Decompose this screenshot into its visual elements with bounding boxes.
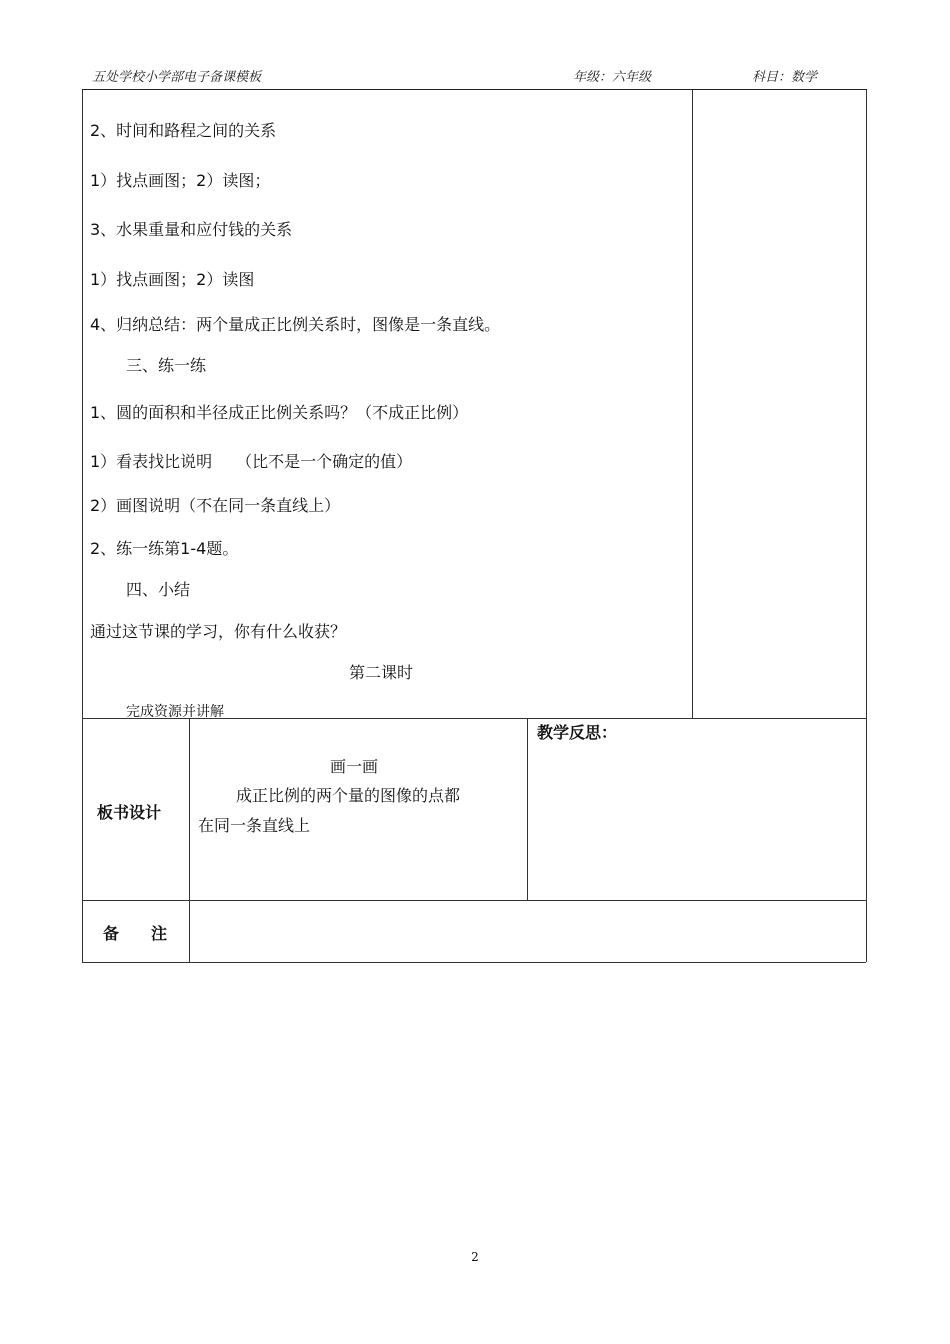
lesson-line: 2、时间和路程之间的关系 [90, 121, 277, 140]
section-heading: 四、小结 [126, 580, 191, 599]
lesson-line: 1）看表找比说明 （比不是一个确定的值） [90, 452, 413, 471]
lesson-line: 3、水果重量和应付钱的关系 [90, 220, 293, 239]
header-rule [82, 89, 867, 90]
reflection-label: 教学反思： [537, 723, 618, 742]
board-label-border [189, 718, 190, 962]
lesson-line: 1）找点画图；2）读图 [90, 270, 255, 289]
table-bottom-border [82, 962, 866, 963]
section-heading: 三、练一练 [126, 356, 207, 375]
board-content: 成正比例的两个量的图像的点都 [236, 786, 461, 805]
header-school: 五处学校小学部电子备课模板 [92, 70, 262, 85]
page-number: 2 [471, 1250, 479, 1264]
header-subject: 科目：数学 [752, 70, 818, 85]
lesson-line: 完成资源并讲解 [126, 704, 224, 720]
lesson-side-column-border [692, 90, 693, 718]
board-content: 在同一条直线上 [198, 816, 311, 835]
table-left-border [82, 90, 83, 962]
lesson-line: 2）画图说明（不在同一条直线上） [90, 496, 341, 515]
lesson-period-title: 第二课时 [349, 663, 414, 682]
header-grade: 年级：六年级 [573, 70, 652, 85]
board-design-label: 板书设计 [97, 803, 162, 822]
board-title: 画一画 [330, 757, 379, 776]
lesson-line: 1、圆的面积和半径成正比例关系吗？（不成正比例） [90, 403, 469, 422]
lesson-line: 1）找点画图；2）读图； [90, 171, 271, 190]
board-reflection-border [527, 718, 528, 900]
row-divider-notes [82, 900, 866, 901]
lesson-line: 2、练一练第1-4题。 [90, 539, 239, 558]
lesson-line: 4、归纳总结：两个量成正比例关系时，图像是一条直线。 [90, 315, 501, 334]
notes-label: 备 注 [103, 924, 168, 943]
lesson-line: 通过这节课的学习，你有什么收获？ [90, 622, 347, 641]
table-right-border [866, 90, 867, 962]
